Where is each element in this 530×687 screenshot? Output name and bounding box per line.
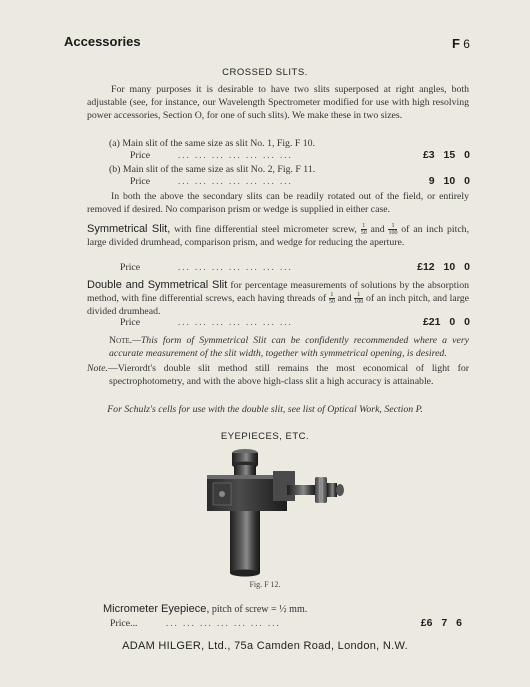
note-text: —This form of Symmetrical Slit can be confidently recommended where a very accurate measurement of the slit width, together with symmetrical opening, is desired.	[109, 335, 469, 359]
symmetrical-price-row	[120, 261, 470, 274]
price-label: Price	[120, 317, 141, 328]
numerator: 1	[330, 292, 334, 299]
reference-link-text: list of Optical Work, Section P.	[302, 404, 423, 415]
item-a-price-row	[130, 149, 470, 162]
page-digit: 6	[463, 37, 470, 51]
item-a-description: (a) Main slit of the same size as slit No. 1, Fig. F 10.	[109, 138, 315, 149]
conjunction: and	[370, 224, 385, 235]
publisher-footer: ADAM HILGER, Ltd., 75a Camden Road, London, N.W.	[122, 640, 408, 652]
desc-text: for percentage measurements of solutions by the absorption method, with fine differential screws, each having threads of	[87, 280, 470, 304]
leader-dots: ... ... ... ... ... ... ...	[178, 262, 293, 272]
figure-caption: Fig. F 12.	[249, 580, 281, 589]
page-letter: F	[452, 36, 460, 51]
note-label: Note.	[87, 363, 108, 374]
fraction	[361, 223, 367, 236]
note-vierordt	[87, 362, 469, 388]
numerator: 1	[362, 223, 366, 230]
item-b-price-row	[130, 175, 470, 188]
item-b-price: 9 10 0	[428, 175, 470, 187]
crossed-slits-title: CROSSED SLITS.	[222, 67, 308, 78]
item-b-description: (b) Main slit of the same size as slit No. 2, Fig. F 11.	[109, 164, 316, 175]
conjunction: and	[337, 293, 352, 304]
leader-dots: ... ... ... ... ... ... ...	[178, 150, 293, 160]
denominator: 100	[388, 230, 398, 237]
fraction	[329, 292, 335, 305]
symmetrical-slit-name: Symmetrical Slit,	[87, 223, 171, 235]
double-price-row	[120, 316, 470, 329]
leader-dots: ... ... ... ... ... ... ...	[166, 618, 281, 628]
eyepiece-price: £6 7 6	[420, 617, 462, 629]
micrometer-eyepiece-line	[103, 603, 307, 615]
note-text: —Vierordt's double slit method still remains the most economical of light for spectrophotometry, and with the above high-class slit a high accuracy is attainable.	[107, 363, 469, 387]
desc-text: pitch of screw = ½ mm.	[211, 604, 308, 615]
symmetrical-slit-description	[87, 223, 469, 249]
price-label: Price	[130, 150, 151, 161]
page-number	[452, 36, 470, 51]
eyepiece-price-row	[110, 617, 462, 630]
price-label: Price	[120, 262, 141, 273]
reference-text: For Schulz's cells for use with the double slit, see	[107, 404, 301, 415]
crossed-slits-note: In both the above the secondary slits can be readily rotated out of the field, or entirely removed if desired. No comparison prism or wedge is supplied in either case.	[87, 191, 469, 215]
eyepieces-title: EYEPIECES, ETC.	[220, 431, 310, 442]
price-label: Price...	[110, 618, 138, 629]
schulz-reference	[0, 403, 530, 416]
desc-text: of an inch pitch, and large divided drumhead.	[87, 293, 470, 318]
leader-dots: ... ... ... ... ... ... ...	[178, 176, 293, 186]
section-header: Accessories	[64, 34, 141, 49]
numerator: 1	[354, 292, 363, 299]
double-slit-name: Double and Symmetrical Slit	[87, 279, 228, 291]
note-symmetrical	[109, 334, 469, 360]
denominator: 50	[328, 299, 335, 306]
fraction	[354, 292, 363, 305]
desc-text: with fine differential steel micrometer screw,	[174, 224, 357, 235]
denominator: 100	[354, 299, 364, 306]
micrometer-eyepiece-name: Micrometer Eyepiece,	[103, 603, 210, 615]
double-slit-description	[87, 279, 469, 318]
item-a-price: £3 15 0	[422, 149, 470, 161]
note-label: Note.	[109, 335, 133, 346]
symmetrical-price: £12 10 0	[417, 261, 470, 273]
denominator: 50	[360, 230, 367, 237]
double-price: £21 0 0	[422, 316, 470, 328]
micrometer-eyepiece-illustration	[185, 445, 355, 585]
fraction	[388, 223, 397, 236]
crossed-slits-intro: For many purposes it is desirable to have two slits superposed at right angles, both adjustable (see, for instance, our Wavelength Spectrometer modified for use with high resolving power accessories, Section O, for one of such slits). We make these in two sizes.	[87, 84, 469, 121]
leader-dots: ... ... ... ... ... ... ...	[178, 317, 293, 327]
price-label: Price	[130, 176, 151, 187]
numerator: 1	[388, 223, 397, 230]
desc-text: of an inch pitch, large divided drumhead, comparison prism, and wedge for reducing the aperture.	[87, 224, 470, 249]
